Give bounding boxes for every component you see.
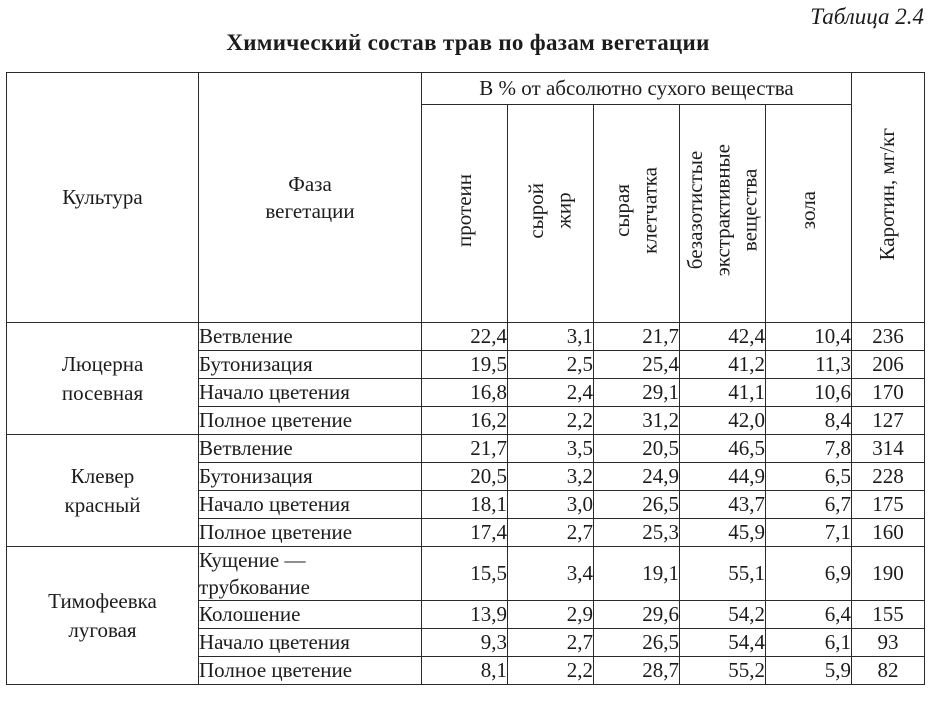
phase-cell: Начало цветения	[199, 629, 422, 657]
phase-cell: Ветвление	[199, 323, 422, 351]
fiber-cell: 31,2	[594, 407, 680, 435]
ash-cell: 7,8	[766, 435, 852, 463]
phase-cell: Бутонизация	[199, 463, 422, 491]
nfe-cell: 46,5	[680, 435, 766, 463]
fat-cell: 2,9	[508, 601, 594, 629]
fiber-cell: 29,1	[594, 379, 680, 407]
carotene-cell: 160	[852, 519, 925, 547]
protein-cell: 16,8	[422, 379, 508, 407]
header-fiber	[594, 105, 680, 323]
header-protein-text: протеин	[451, 174, 476, 247]
table-row	[7, 323, 925, 351]
carotene-cell: 127	[852, 407, 925, 435]
carotene-cell: 175	[852, 491, 925, 519]
phase-cell: Полное цветение	[199, 657, 422, 685]
ash-cell: 6,1	[766, 629, 852, 657]
protein-cell: 20,5	[422, 463, 508, 491]
carotene-cell: 170	[852, 379, 925, 407]
protein-cell: 15,5	[422, 547, 508, 601]
phase-cell: Бутонизация	[199, 351, 422, 379]
header-ash	[766, 105, 852, 323]
chemical-composition-table	[6, 72, 925, 685]
carotene-cell: 82	[852, 657, 925, 685]
nfe-cell: 42,4	[680, 323, 766, 351]
table-number: Таблица 2.4	[810, 4, 924, 29]
phase-cell: Полное цветение	[199, 519, 422, 547]
fat-cell: 2,2	[508, 657, 594, 685]
nfe-cell: 44,9	[680, 463, 766, 491]
protein-cell: 18,1	[422, 491, 508, 519]
culture-cell: Люцерна посевная	[7, 323, 199, 435]
ash-cell: 6,7	[766, 491, 852, 519]
fiber-cell: 19,1	[594, 547, 680, 601]
phase-cell: Полное цветение	[199, 407, 422, 435]
protein-cell: 16,2	[422, 407, 508, 435]
header-ash-text: зола	[795, 191, 820, 230]
protein-cell: 19,5	[422, 351, 508, 379]
header-protein	[422, 105, 508, 323]
ash-cell: 8,4	[766, 407, 852, 435]
nfe-cell: 55,2	[680, 657, 766, 685]
protein-cell: 17,4	[422, 519, 508, 547]
header-carotene-text: Каротин, мг/кг	[875, 128, 900, 261]
fat-cell: 2,4	[508, 379, 594, 407]
ash-cell: 6,5	[766, 463, 852, 491]
fiber-cell: 26,5	[594, 629, 680, 657]
header-fiber-text: сырая клетчатка	[610, 167, 662, 254]
fat-cell: 2,7	[508, 629, 594, 657]
fiber-cell: 24,9	[594, 463, 680, 491]
ash-cell: 6,9	[766, 547, 852, 601]
nfe-cell: 41,1	[680, 379, 766, 407]
ash-cell: 10,4	[766, 323, 852, 351]
table-row	[7, 547, 925, 601]
fat-cell: 3,5	[508, 435, 594, 463]
protein-cell: 8,1	[422, 657, 508, 685]
fat-cell: 2,7	[508, 519, 594, 547]
ash-cell: 6,4	[766, 601, 852, 629]
nfe-cell: 41,2	[680, 351, 766, 379]
phase-cell: Колошение	[199, 601, 422, 629]
culture-cell: Клевер красный	[7, 435, 199, 547]
carotene-cell: 314	[852, 435, 925, 463]
fat-cell: 2,2	[508, 407, 594, 435]
nfe-cell: 54,4	[680, 629, 766, 657]
fiber-cell: 26,5	[594, 491, 680, 519]
fiber-cell: 25,3	[594, 519, 680, 547]
fiber-cell: 28,7	[594, 657, 680, 685]
carotene-cell: 228	[852, 463, 925, 491]
carotene-cell: 155	[852, 601, 925, 629]
ash-cell: 11,3	[766, 351, 852, 379]
fiber-cell: 21,7	[594, 323, 680, 351]
fat-cell: 2,5	[508, 351, 594, 379]
ash-cell: 5,9	[766, 657, 852, 685]
nfe-cell: 55,1	[680, 547, 766, 601]
fiber-cell: 29,6	[594, 601, 680, 629]
carotene-cell: 93	[852, 629, 925, 657]
fiber-cell: 25,4	[594, 351, 680, 379]
protein-cell: 9,3	[422, 629, 508, 657]
header-fat-text: сырой жир	[524, 182, 576, 239]
header-carotene	[852, 73, 925, 323]
protein-cell: 21,7	[422, 435, 508, 463]
header-nfe	[680, 105, 766, 323]
table-title: Химический состав трав по фазам вегетации	[226, 30, 710, 55]
phase-cell: Кущение — трубкование	[199, 547, 422, 601]
fat-cell: 3,0	[508, 491, 594, 519]
phase-cell: Ветвление	[199, 435, 422, 463]
fat-cell: 3,1	[508, 323, 594, 351]
phase-cell: Начало цветения	[199, 379, 422, 407]
ash-cell: 7,1	[766, 519, 852, 547]
fat-cell: 3,4	[508, 547, 594, 601]
carotene-cell: 236	[852, 323, 925, 351]
header-dry-matter-group: В % от абсолютно сухого вещества	[422, 73, 852, 105]
fat-cell: 3,2	[508, 463, 594, 491]
nfe-cell: 45,9	[680, 519, 766, 547]
ash-cell: 10,6	[766, 379, 852, 407]
nfe-cell: 54,2	[680, 601, 766, 629]
header-fat	[508, 105, 594, 323]
carotene-cell: 206	[852, 351, 925, 379]
culture-cell: Тимофеевка луговая	[7, 547, 199, 685]
nfe-cell: 42,0	[680, 407, 766, 435]
header-culture: Культура	[7, 73, 199, 323]
header-phase	[199, 73, 422, 323]
header-phase-text: Фаза вегетации	[265, 172, 355, 223]
fiber-cell: 20,5	[594, 435, 680, 463]
nfe-cell: 43,7	[680, 491, 766, 519]
protein-cell: 13,9	[422, 601, 508, 629]
carotene-cell: 190	[852, 547, 925, 601]
phase-cell: Начало цветения	[199, 491, 422, 519]
header-nfe-text: безазотистые экстрактивные вещества	[682, 144, 762, 277]
table-row	[7, 435, 925, 463]
protein-cell: 22,4	[422, 323, 508, 351]
